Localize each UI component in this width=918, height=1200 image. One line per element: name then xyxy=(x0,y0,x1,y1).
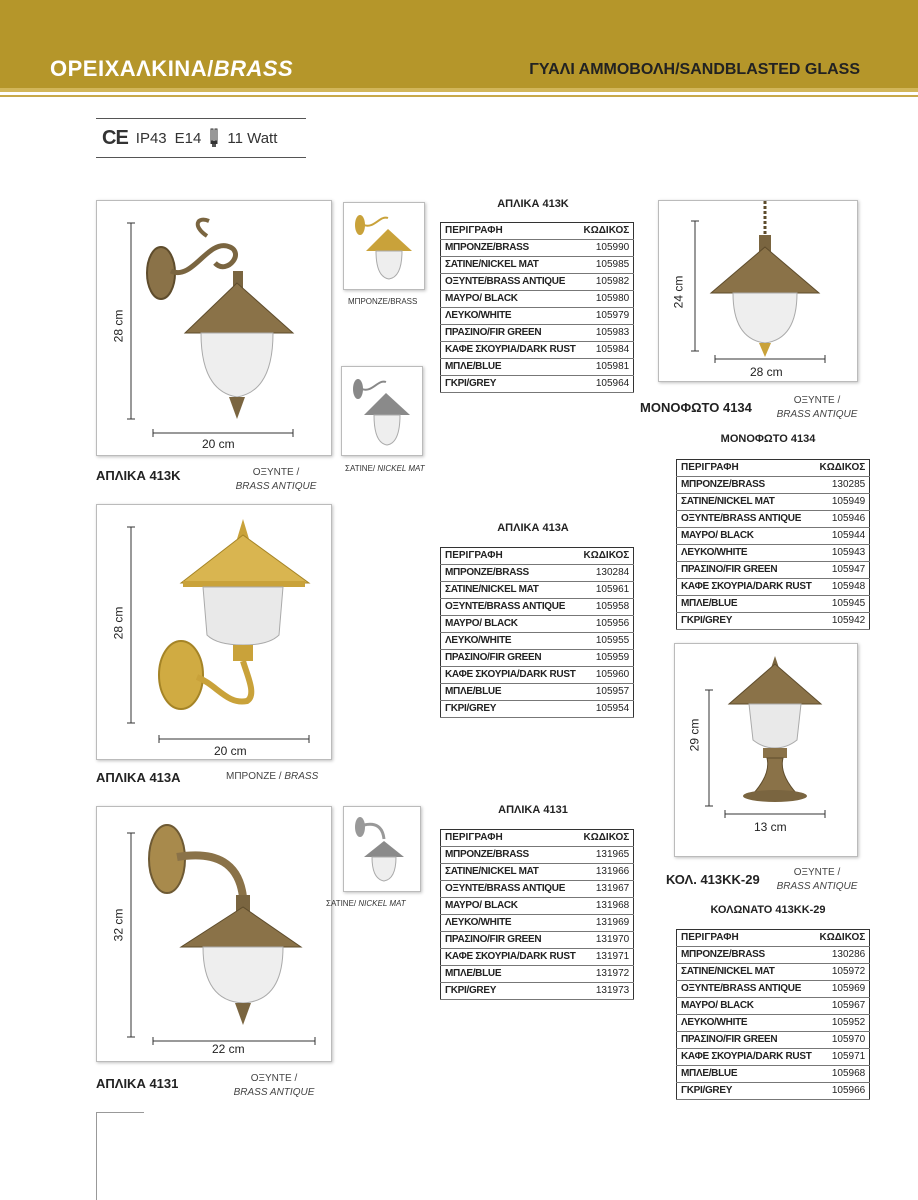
table-header-row xyxy=(441,548,634,565)
row-code: 105979 xyxy=(580,308,634,325)
row-code: 105949 xyxy=(816,494,870,511)
lamp-413k-nickel-thumb xyxy=(342,367,424,457)
photo-4131 xyxy=(96,806,332,1062)
header-code: ΚΩΔΙΚΟΣ xyxy=(580,830,634,847)
header-code: ΚΩΔΙΚΟΣ xyxy=(816,930,870,947)
row-description: ΣΑΤΙΝΕ/NICKEL MAT xyxy=(677,964,816,981)
thumb-413k-nickel xyxy=(341,366,423,456)
photo-413k xyxy=(96,200,332,456)
row-code: 130286 xyxy=(816,947,870,964)
dim-width-4134: 28 cm xyxy=(750,365,783,379)
row-description: ΜΑΥΡΟ/ BLACK xyxy=(441,291,580,308)
header-stripe xyxy=(0,88,918,92)
row-code: 131966 xyxy=(580,864,634,881)
header-description: ΠΕΡΙΓΡΑΦΗ xyxy=(441,830,580,847)
table-row xyxy=(441,599,634,616)
row-description: ΜΑΥΡΟ/ BLACK xyxy=(441,898,580,915)
table-row xyxy=(677,579,870,596)
table-row xyxy=(677,494,870,511)
ce-mark: CE xyxy=(102,126,128,149)
thumb-4131-nickel xyxy=(343,806,421,892)
row-code: 131971 xyxy=(580,949,634,966)
photo-4134 xyxy=(658,200,858,382)
row-description: ΚΑΦΕ ΣΚΟΥΡΙΑ/DARK RUST xyxy=(441,342,580,359)
row-code: 105985 xyxy=(580,257,634,274)
row-description: ΜΠΡΟΝΖΕ/BRASS xyxy=(677,947,816,964)
table-row xyxy=(677,528,870,545)
row-description: ΛΕΥΚΟ/WHITE xyxy=(677,1015,816,1032)
table-header-row xyxy=(441,223,634,240)
dim-height-4134: 24 cm xyxy=(671,275,686,309)
row-description: ΛΕΥΚΟ/WHITE xyxy=(441,633,580,650)
table-row xyxy=(677,1015,870,1032)
row-description: ΜΑΥΡΟ/ BLACK xyxy=(441,616,580,633)
table-row xyxy=(441,701,634,718)
header-code: ΚΩΔΙΚΟΣ xyxy=(580,223,634,240)
row-code: 105961 xyxy=(580,582,634,599)
row-description: ΜΠΛΕ/BLUE xyxy=(677,1066,816,1083)
row-description: ΣΑΤΙΝΕ/NICKEL MAT xyxy=(441,864,580,881)
row-code: 105957 xyxy=(580,684,634,701)
product-finish-413k: ΟΞΥΝΤΕ / BRASS ANTIQUE xyxy=(235,467,317,492)
row-code: 105981 xyxy=(580,359,634,376)
table-row xyxy=(677,1066,870,1083)
row-description: ΣΑΤΙΝΕ/NICKEL MAT xyxy=(441,257,580,274)
row-code: 105969 xyxy=(816,981,870,998)
row-description: ΚΑΦΕ ΣΚΟΥΡΙΑ/DARK RUST xyxy=(677,579,816,596)
row-code: 131965 xyxy=(580,847,634,864)
row-description: ΚΑΦΕ ΣΚΟΥΡΙΑ/DARK RUST xyxy=(441,667,580,684)
row-code: 105984 xyxy=(580,342,634,359)
row-code: 105954 xyxy=(580,701,634,718)
header-description: ΠΕΡΙΓΡΑΦΗ xyxy=(441,223,580,240)
lamp-4131-nickel-thumb xyxy=(344,807,422,893)
header-stripe-thin xyxy=(0,95,918,97)
product-title-413k: ΑΠΛΙΚΑ 413Κ xyxy=(96,468,181,483)
row-description: ΟΞΥΝΤΕ/BRASS ANTIQUE xyxy=(441,599,580,616)
table-header-row xyxy=(677,930,870,947)
table-row xyxy=(441,932,634,949)
product-title-4134: ΜΟΝΟΦΩΤΟ 4134 xyxy=(640,400,752,415)
dim-height-413k: 28 cm xyxy=(111,309,126,343)
row-code: 105959 xyxy=(580,650,634,667)
row-description: ΛΕΥΚΟ/WHITE xyxy=(441,915,580,932)
dim-height-413kk29: 29 cm xyxy=(687,718,702,752)
dim-width-4131: 22 cm xyxy=(212,1042,245,1056)
row-code: 131969 xyxy=(580,915,634,932)
row-code: 130285 xyxy=(816,477,870,494)
lamp-4131-image xyxy=(97,807,333,1063)
page-corner-mark xyxy=(96,1112,144,1200)
header-description: ΠΕΡΙΓΡΑΦΗ xyxy=(677,460,816,477)
product-title-4131: ΑΠΛΙΚΑ 4131 xyxy=(96,1076,179,1091)
table-row xyxy=(441,667,634,684)
table-row xyxy=(677,562,870,579)
table-row xyxy=(441,847,634,864)
row-code: 131967 xyxy=(580,881,634,898)
row-code: 105972 xyxy=(816,964,870,981)
dim-height-413a: 28 cm xyxy=(111,606,126,640)
row-description: ΟΞΥΝΤΕ/BRASS ANTIQUE xyxy=(441,274,580,291)
spec-strip xyxy=(96,118,306,158)
row-description: ΟΞΥΝΤΕ/BRASS ANTIQUE xyxy=(677,511,816,528)
row-code: 131972 xyxy=(580,966,634,983)
thumb-413k-brass xyxy=(343,202,425,290)
row-code: 130284 xyxy=(580,565,634,582)
row-code: 105964 xyxy=(580,376,634,393)
row-code: 105983 xyxy=(580,325,634,342)
product-finish-413kk29: ΟΞΥΝΤΕ / BRASS ANTIQUE xyxy=(776,867,858,892)
table-header-row xyxy=(677,460,870,477)
table-row xyxy=(677,511,870,528)
table-row xyxy=(677,613,870,630)
table-row xyxy=(677,947,870,964)
table-row xyxy=(677,1032,870,1049)
row-code: 105967 xyxy=(816,998,870,1015)
table-row xyxy=(677,545,870,562)
row-description: ΛΕΥΚΟ/WHITE xyxy=(677,545,816,562)
table-row xyxy=(677,1049,870,1066)
table-row xyxy=(441,342,634,359)
dim-width-413a: 20 cm xyxy=(214,744,247,758)
table-row xyxy=(677,998,870,1015)
table-row xyxy=(441,257,634,274)
row-description: ΚΑΦΕ ΣΚΟΥΡΙΑ/DARK RUST xyxy=(677,1049,816,1066)
code-table-413k xyxy=(440,222,634,393)
page-subtitle: ΓΥΑΛΙ ΑΜΜΟΒΟΛΗ/SANDBLASTED GLASS xyxy=(529,61,860,78)
row-code: 105944 xyxy=(816,528,870,545)
page-title: ΟΡΕΙΧΑΛΚΙΝΑ/BRASS xyxy=(50,56,294,81)
row-description: ΛΕΥΚΟ/WHITE xyxy=(441,308,580,325)
table-row xyxy=(441,949,634,966)
row-code: 131973 xyxy=(580,983,634,1000)
table-row xyxy=(441,565,634,582)
code-table-413a xyxy=(440,547,634,718)
row-description: ΓΚΡΙ/GREY xyxy=(677,613,816,630)
table-row xyxy=(441,582,634,599)
row-description: ΓΚΡΙ/GREY xyxy=(441,983,580,1000)
row-description: ΠΡΑΣΙΝΟ/FIR GREEN xyxy=(677,1032,816,1049)
row-code: 105982 xyxy=(580,274,634,291)
table-row xyxy=(441,864,634,881)
row-description: ΠΡΑΣΙΝΟ/FIR GREEN xyxy=(441,650,580,667)
table-row xyxy=(677,981,870,998)
table-row xyxy=(441,966,634,983)
table-title-413a: ΑΠΛΙΚΑ 413Α xyxy=(497,522,569,534)
row-code: 105971 xyxy=(816,1049,870,1066)
table-row xyxy=(677,1083,870,1100)
table-title-4131: ΑΠΛΙΚΑ 4131 xyxy=(498,804,568,816)
row-code: 105990 xyxy=(580,240,634,257)
table-row xyxy=(441,291,634,308)
row-description: ΜΠΛΕ/BLUE xyxy=(677,596,816,613)
table-row xyxy=(441,274,634,291)
product-finish-4131: ΟΞΥΝΤΕ / BRASS ANTIQUE xyxy=(233,1073,315,1098)
table-row xyxy=(441,633,634,650)
row-description: ΣΑΤΙΝΕ/NICKEL MAT xyxy=(441,582,580,599)
row-description: ΓΚΡΙ/GREY xyxy=(677,1083,816,1100)
lamp-413k-image xyxy=(97,201,333,457)
table-row xyxy=(441,881,634,898)
table-row xyxy=(677,477,870,494)
row-description: ΚΑΦΕ ΣΚΟΥΡΙΑ/DARK RUST xyxy=(441,949,580,966)
row-code: 105948 xyxy=(816,579,870,596)
row-description: ΜΠΡΟΝΖΕ/BRASS xyxy=(441,565,580,582)
row-description: ΠΡΑΣΙΝΟ/FIR GREEN xyxy=(441,325,580,342)
dim-height-4131: 32 cm xyxy=(111,908,126,942)
thumb-413k-nickel-caption: ΣΑΤΙΝΕ/ NICKEL MAT xyxy=(345,464,425,473)
row-code: 105956 xyxy=(580,616,634,633)
dim-width-413k: 20 cm xyxy=(202,437,235,451)
ip-rating: IP43 xyxy=(135,129,167,147)
row-code: 131968 xyxy=(580,898,634,915)
thumb-4131-nickel-caption: ΣΑΤΙΝΕ/ NICKEL MAT xyxy=(326,899,406,908)
code-table-4134 xyxy=(676,459,870,630)
header-description: ΠΕΡΙΓΡΑΦΗ xyxy=(441,548,580,565)
code-table-413kk29 xyxy=(676,929,870,1100)
row-description: ΟΞΥΝΤΕ/BRASS ANTIQUE xyxy=(677,981,816,998)
socket-type: E14 xyxy=(174,129,202,147)
table-row xyxy=(441,898,634,915)
product-finish-4134: ΟΞΥΝΤΕ / BRASS ANTIQUE xyxy=(776,395,858,420)
row-code: 105980 xyxy=(580,291,634,308)
table-row xyxy=(441,240,634,257)
code-table-4131 xyxy=(440,829,634,1000)
table-row xyxy=(441,983,634,1000)
table-row xyxy=(441,308,634,325)
lamp-413a-image xyxy=(97,505,333,761)
row-code: 105947 xyxy=(816,562,870,579)
row-code: 105958 xyxy=(580,599,634,616)
row-code: 105943 xyxy=(816,545,870,562)
row-description: ΜΠΛΕ/BLUE xyxy=(441,966,580,983)
row-description: ΣΑΤΙΝΕ/NICKEL MAT xyxy=(677,494,816,511)
wattage: 11 Watt xyxy=(227,129,278,147)
table-row xyxy=(677,964,870,981)
bulb-icon xyxy=(209,128,219,148)
dim-width-413kk29: 13 cm xyxy=(754,820,787,834)
row-description: ΠΡΑΣΙΝΟ/FIR GREEN xyxy=(677,562,816,579)
table-row xyxy=(441,359,634,376)
product-title-413kk29: ΚΟΛ. 413ΚΚ-29 xyxy=(666,872,760,887)
row-description: ΜΠΛΕ/BLUE xyxy=(441,684,580,701)
table-row xyxy=(441,616,634,633)
row-description: ΜΠΡΟΝΖΕ/BRASS xyxy=(441,847,580,864)
table-row xyxy=(677,596,870,613)
row-description: ΜΠΡΟΝΖΕ/BRASS xyxy=(441,240,580,257)
table-row xyxy=(441,684,634,701)
row-code: 105946 xyxy=(816,511,870,528)
row-description: ΜΑΥΡΟ/ BLACK xyxy=(677,998,816,1015)
row-description: ΟΞΥΝΤΕ/BRASS ANTIQUE xyxy=(441,881,580,898)
row-description: ΓΚΡΙ/GREY xyxy=(441,376,580,393)
product-title-413a: ΑΠΛΙΚΑ 413Α xyxy=(96,770,181,785)
row-description: ΜΠΡΟΝΖΕ/BRASS xyxy=(677,477,816,494)
table-row xyxy=(441,325,634,342)
lamp-413k-brass-thumb xyxy=(344,203,426,291)
row-description: ΠΡΑΣΙΝΟ/FIR GREEN xyxy=(441,932,580,949)
table-row xyxy=(441,376,634,393)
header-code: ΚΩΔΙΚΟΣ xyxy=(580,548,634,565)
row-code: 105955 xyxy=(580,633,634,650)
row-description: ΜΑΥΡΟ/ BLACK xyxy=(677,528,816,545)
row-code: 105942 xyxy=(816,613,870,630)
product-finish-413a: ΜΠΡΟΝΖΕ / BRASS xyxy=(226,771,319,782)
row-code: 105970 xyxy=(816,1032,870,1049)
row-code: 105966 xyxy=(816,1083,870,1100)
row-code: 105960 xyxy=(580,667,634,684)
row-code: 105945 xyxy=(816,596,870,613)
row-code: 131970 xyxy=(580,932,634,949)
lamp-4134-image xyxy=(659,201,859,383)
thumb-413k-brass-caption: ΜΠΡΟΝΖΕ/BRASS xyxy=(348,297,418,306)
table-title-4134: ΜΟΝΟΦΩΤΟ 4134 xyxy=(720,433,816,445)
row-code: 105952 xyxy=(816,1015,870,1032)
header-description: ΠΕΡΙΓΡΑΦΗ xyxy=(677,930,816,947)
header-code: ΚΩΔΙΚΟΣ xyxy=(816,460,870,477)
row-description: ΜΠΛΕ/BLUE xyxy=(441,359,580,376)
table-row xyxy=(441,650,634,667)
table-title-413k: ΑΠΛΙΚΑ 413Κ xyxy=(497,198,569,210)
row-code: 105968 xyxy=(816,1066,870,1083)
table-row xyxy=(441,915,634,932)
photo-413a xyxy=(96,504,332,760)
table-title-413kk29: ΚΟΛΩΝΑΤΟ 413ΚΚ-29 xyxy=(710,904,826,916)
table-header-row xyxy=(441,830,634,847)
row-description: ΓΚΡΙ/GREY xyxy=(441,701,580,718)
